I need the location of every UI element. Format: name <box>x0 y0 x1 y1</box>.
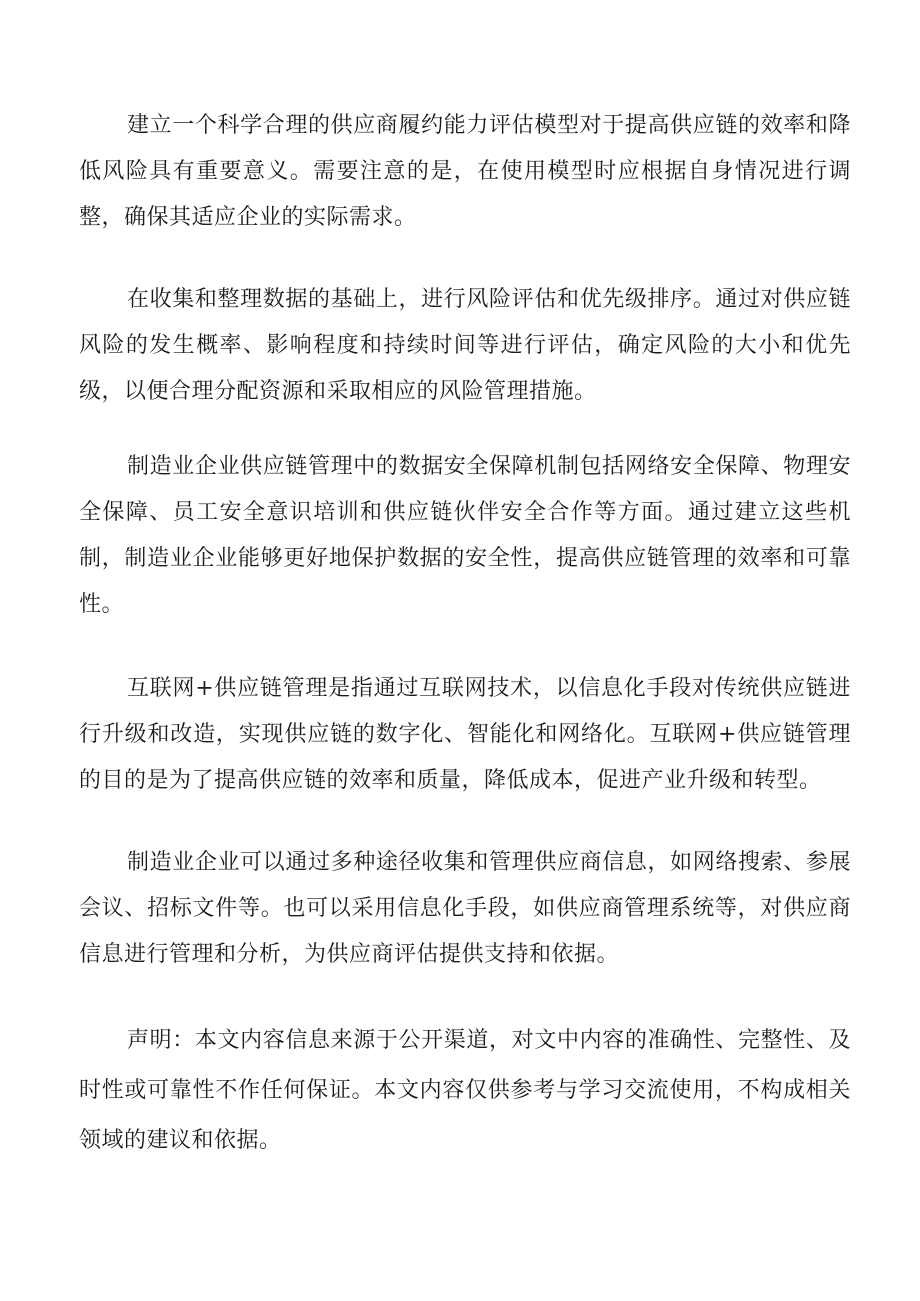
body-paragraph: 在收集和整理数据的基础上，进行风险评估和优先级排序。通过对供应链风险的发生概率、影响程度和持续时间等进行评估，确定风险的大小和优先级，以便合理分配资源和采取相应的风险管理措施。 <box>79 287 851 404</box>
body-paragraph: 建立一个科学合理的供应商履约能力评估模型对于提高供应链的效率和降低风险具有重要意义。需要注意的是，在使用模型时应根据自身情况进行调整，确保其适应企业的实际需求。 <box>79 113 851 230</box>
body-paragraph: 制造业企业可以通过多种途径收集和管理供应商信息，如网络搜索、参展会议、招标文件等。也可以采用信息化手段，如供应商管理系统等，对供应商信息进行管理和分析，为供应商评估提供支持和依据。 <box>79 850 851 967</box>
body-paragraph: 制造业企业供应链管理中的数据安全保障机制包括网络安全保障、物理安全保障、员工安全意识培训和供应链伙伴安全合作等方面。通过建立这些机制，制造业企业能够更好地保护数据的安全性，提高供应链管理的效率和可靠性。 <box>79 454 851 617</box>
body-paragraph: 互联网+供应链管理是指通过互联网技术，以信息化手段对传统供应链进行升级和改造，实现供应链的数字化、智能化和网络化。互联网+供应链管理的目的是为了提高供应链的效率和质量，降低成本，促进产业升级和转型。 <box>79 676 851 793</box>
disclaimer-paragraph: 声明：本文内容信息来源于公开渠道，对文中内容的准确性、完整性、及时性或可靠性不作任何保证。本文内容仅供参考与学习交流使用，不构成相关领域的建议和依据。 <box>79 1028 851 1153</box>
